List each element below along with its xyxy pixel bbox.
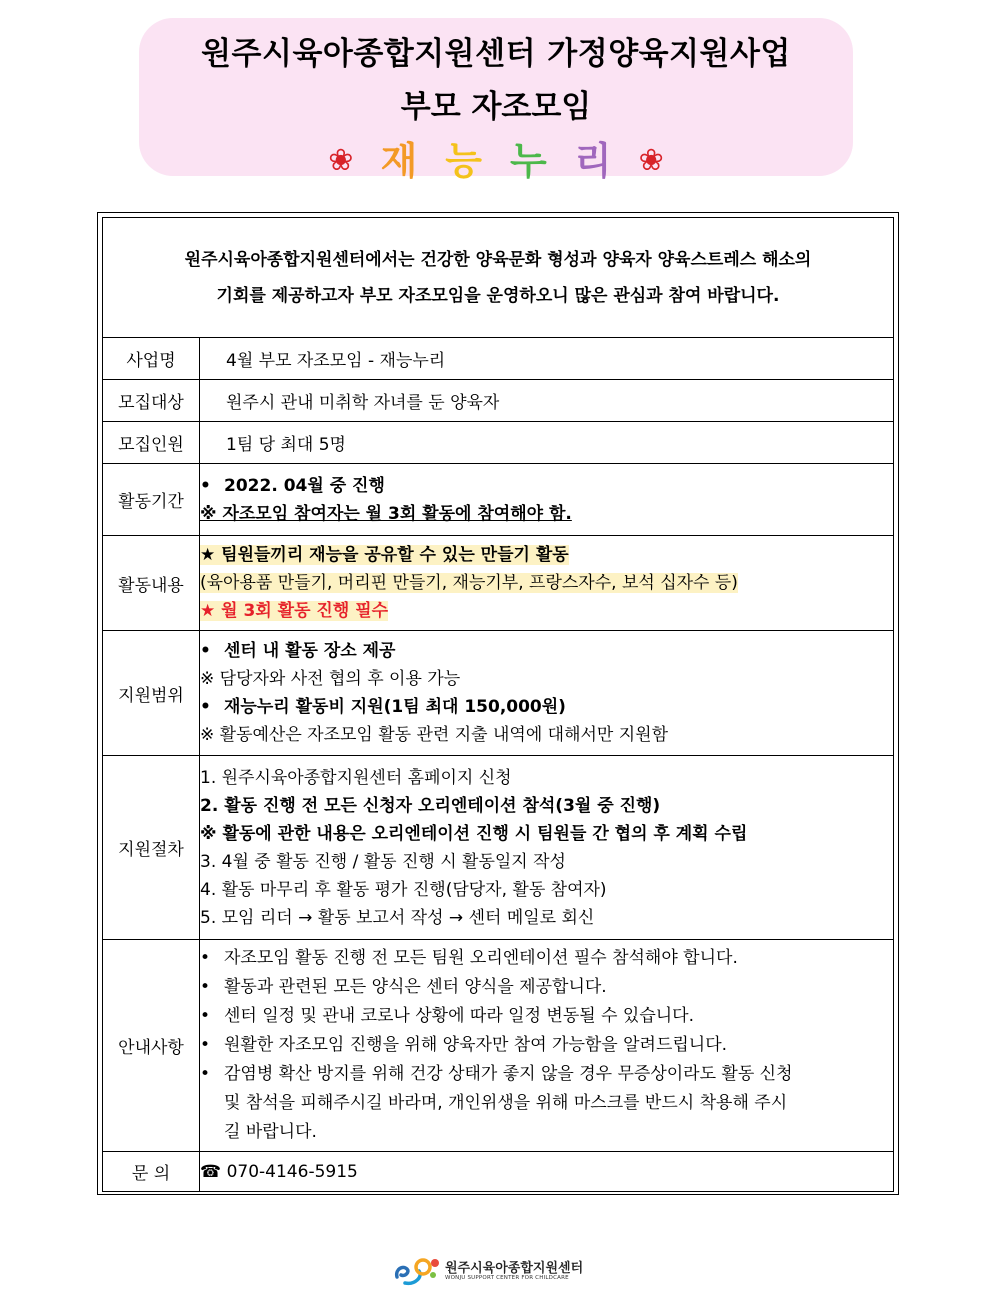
- bullet-icon: •: [200, 475, 211, 496]
- row-label: 모집대상: [103, 380, 200, 422]
- support-text: 센터 내 활동 장소 제공: [224, 641, 396, 661]
- row-label: 지원범위: [103, 631, 200, 756]
- bullet-icon: •: [200, 948, 211, 968]
- program-name-char: 리: [574, 139, 612, 183]
- content-value: [200, 536, 894, 631]
- content-line: [200, 541, 893, 569]
- bullet-icon: •: [200, 1006, 211, 1026]
- table-row: [103, 338, 894, 380]
- business-name-value: 4월 부모 자조모임 - 재능누리: [200, 338, 894, 380]
- row-label: 지원절차: [103, 756, 200, 940]
- phone-icon: ☎: [200, 1161, 222, 1182]
- content-line: [200, 597, 893, 625]
- notice-item: [200, 1060, 893, 1089]
- procedure-step: 1. 원주시육아종합지원센터 홈페이지 신청: [200, 767, 512, 788]
- notice-item: [200, 1031, 893, 1060]
- intro-row: [103, 218, 894, 338]
- content-highlight: (육아용품 만들기, 머리핀 만들기, 재능기부, 프랑스자수, 보석 십자수 등): [200, 573, 738, 593]
- notice-text: 길 바랍니다.: [224, 1122, 317, 1142]
- row-label: 문 의: [103, 1152, 200, 1192]
- bullet-icon: •: [200, 1064, 211, 1084]
- notice-text: 활동과 관련된 모든 양식은 센터 양식을 제공합니다.: [224, 977, 607, 997]
- table-row: [103, 1152, 894, 1192]
- table-row: [103, 464, 894, 536]
- intro-line: 원주시육아종합지원센터에서는 건강한 양육문화 형성과 양육자 양육스트레스 해소의: [184, 249, 812, 270]
- support-line: [200, 637, 893, 665]
- bullet-icon: •: [200, 697, 211, 717]
- capacity-value: 1팀 당 최대 5명: [200, 422, 894, 464]
- table-row: [103, 536, 894, 631]
- program-name-char: 능: [445, 139, 482, 183]
- notice-item: [200, 1002, 893, 1031]
- support-line: ※ 활동예산은 자조모임 활동 관련 지출 내역에 대해서만 지원함: [200, 725, 669, 745]
- program-name: [139, 130, 853, 185]
- period-value: [200, 464, 894, 536]
- table-row: [103, 940, 894, 1152]
- title-line2: 부모 자조모임: [400, 89, 592, 125]
- notice-item: [200, 973, 893, 1002]
- org-name-en: WONJU SUPPORT CENTER FOR CHILDCARE: [445, 1275, 569, 1281]
- content-highlight: ★ 월 3회 활동 진행 필수: [200, 601, 389, 621]
- period-line: [200, 472, 893, 500]
- footer-logo: [393, 1255, 603, 1289]
- intro-line: 기회를 제공하고자 부모 자조모임을 운영하오니 많은 관심과 참여 바랍니다.: [216, 285, 780, 306]
- org-logo-icon: [393, 1255, 441, 1287]
- support-line: ※ 담당자와 사전 협의 후 이용 가능: [200, 669, 461, 689]
- procedure-step: 4. 활동 마무리 후 활동 평가 진행(담당자, 활동 참여자): [200, 879, 607, 900]
- program-name-char: 누: [510, 139, 547, 183]
- procedure-value: [200, 756, 894, 940]
- target-value: 원주시 관내 미취학 자녀를 둔 양육자: [200, 380, 894, 422]
- bullet-icon: •: [200, 641, 211, 661]
- notice-text: 감염병 확산 방지를 위해 건강 상태가 좋지 않을 경우 무증상이라도 활동 신청: [224, 1064, 793, 1084]
- table-row: [103, 631, 894, 756]
- content-line: [200, 569, 893, 597]
- table-row: [103, 422, 894, 464]
- procedure-step: 5. 모임 리더 → 활동 보고서 작성 → 센터 메일로 회신: [200, 907, 595, 928]
- period-note: ※ 자조모임 참여자는 월 3회 활동에 참여해야 함.: [200, 503, 572, 524]
- procedure-step: 3. 4월 중 활동 진행 / 활동 진행 시 활동일지 작성: [200, 851, 566, 872]
- bullet-icon: •: [200, 1035, 211, 1055]
- title-line1: 원주시육아종합지원센터 가정양육지원사업: [201, 36, 791, 72]
- support-value: [200, 631, 894, 756]
- row-label: 활동내용: [103, 536, 200, 631]
- notice-item: [200, 944, 893, 973]
- notice-text: 센터 일정 및 관내 코로나 상황에 따라 일정 변동될 수 있습니다.: [224, 1006, 694, 1026]
- notice-text: 및 참석을 피해주시길 바라며, 개인위생을 위해 마스크를 반드시 착용해 주시: [224, 1093, 788, 1113]
- org-name: 원주시육아종합지원센터: [445, 1261, 584, 1276]
- intro-text: [103, 218, 894, 338]
- header-banner: [139, 18, 853, 183]
- contact-value: [200, 1152, 894, 1192]
- support-line: [200, 693, 893, 721]
- procedure-step: 2. 활동 진행 전 모든 신청자 오리엔테이션 참석(3월 중 진행): [200, 795, 661, 816]
- program-name-char: 재: [380, 139, 418, 183]
- content-highlight: ★ 팀원들끼리 재능을 공유할 수 있는 만들기 활동: [200, 545, 569, 565]
- row-label: 사업명: [103, 338, 200, 380]
- period-text: 2022. 04월 중 진행: [224, 475, 385, 496]
- flower-icon: ❀: [328, 143, 354, 178]
- notice-text: 자조모임 활동 진행 전 모든 팀원 오리엔테이션 필수 참석해야 합니다.: [224, 948, 738, 968]
- row-label: 모집인원: [103, 422, 200, 464]
- procedure-step: ※ 활동에 관한 내용은 오리엔테이션 진행 시 팀원들 간 협의 후 계획 수립: [200, 823, 748, 844]
- phone-number[interactable]: 070-4146-5915: [226, 1161, 358, 1182]
- table-row: [103, 380, 894, 422]
- bullet-icon: •: [200, 977, 211, 997]
- support-text: 재능누리 활동비 지원(1팀 최대 150,000원): [224, 697, 566, 717]
- notice-value: [200, 940, 894, 1152]
- row-label: 안내사항: [103, 940, 200, 1152]
- info-table: [102, 217, 894, 1192]
- flower-icon: ❀: [638, 143, 664, 178]
- notice-text: 원활한 자조모임 진행을 위해 양육자만 참여 가능함을 알려드립니다.: [224, 1035, 728, 1055]
- table-row: [103, 756, 894, 940]
- row-label: 활동기간: [103, 464, 200, 536]
